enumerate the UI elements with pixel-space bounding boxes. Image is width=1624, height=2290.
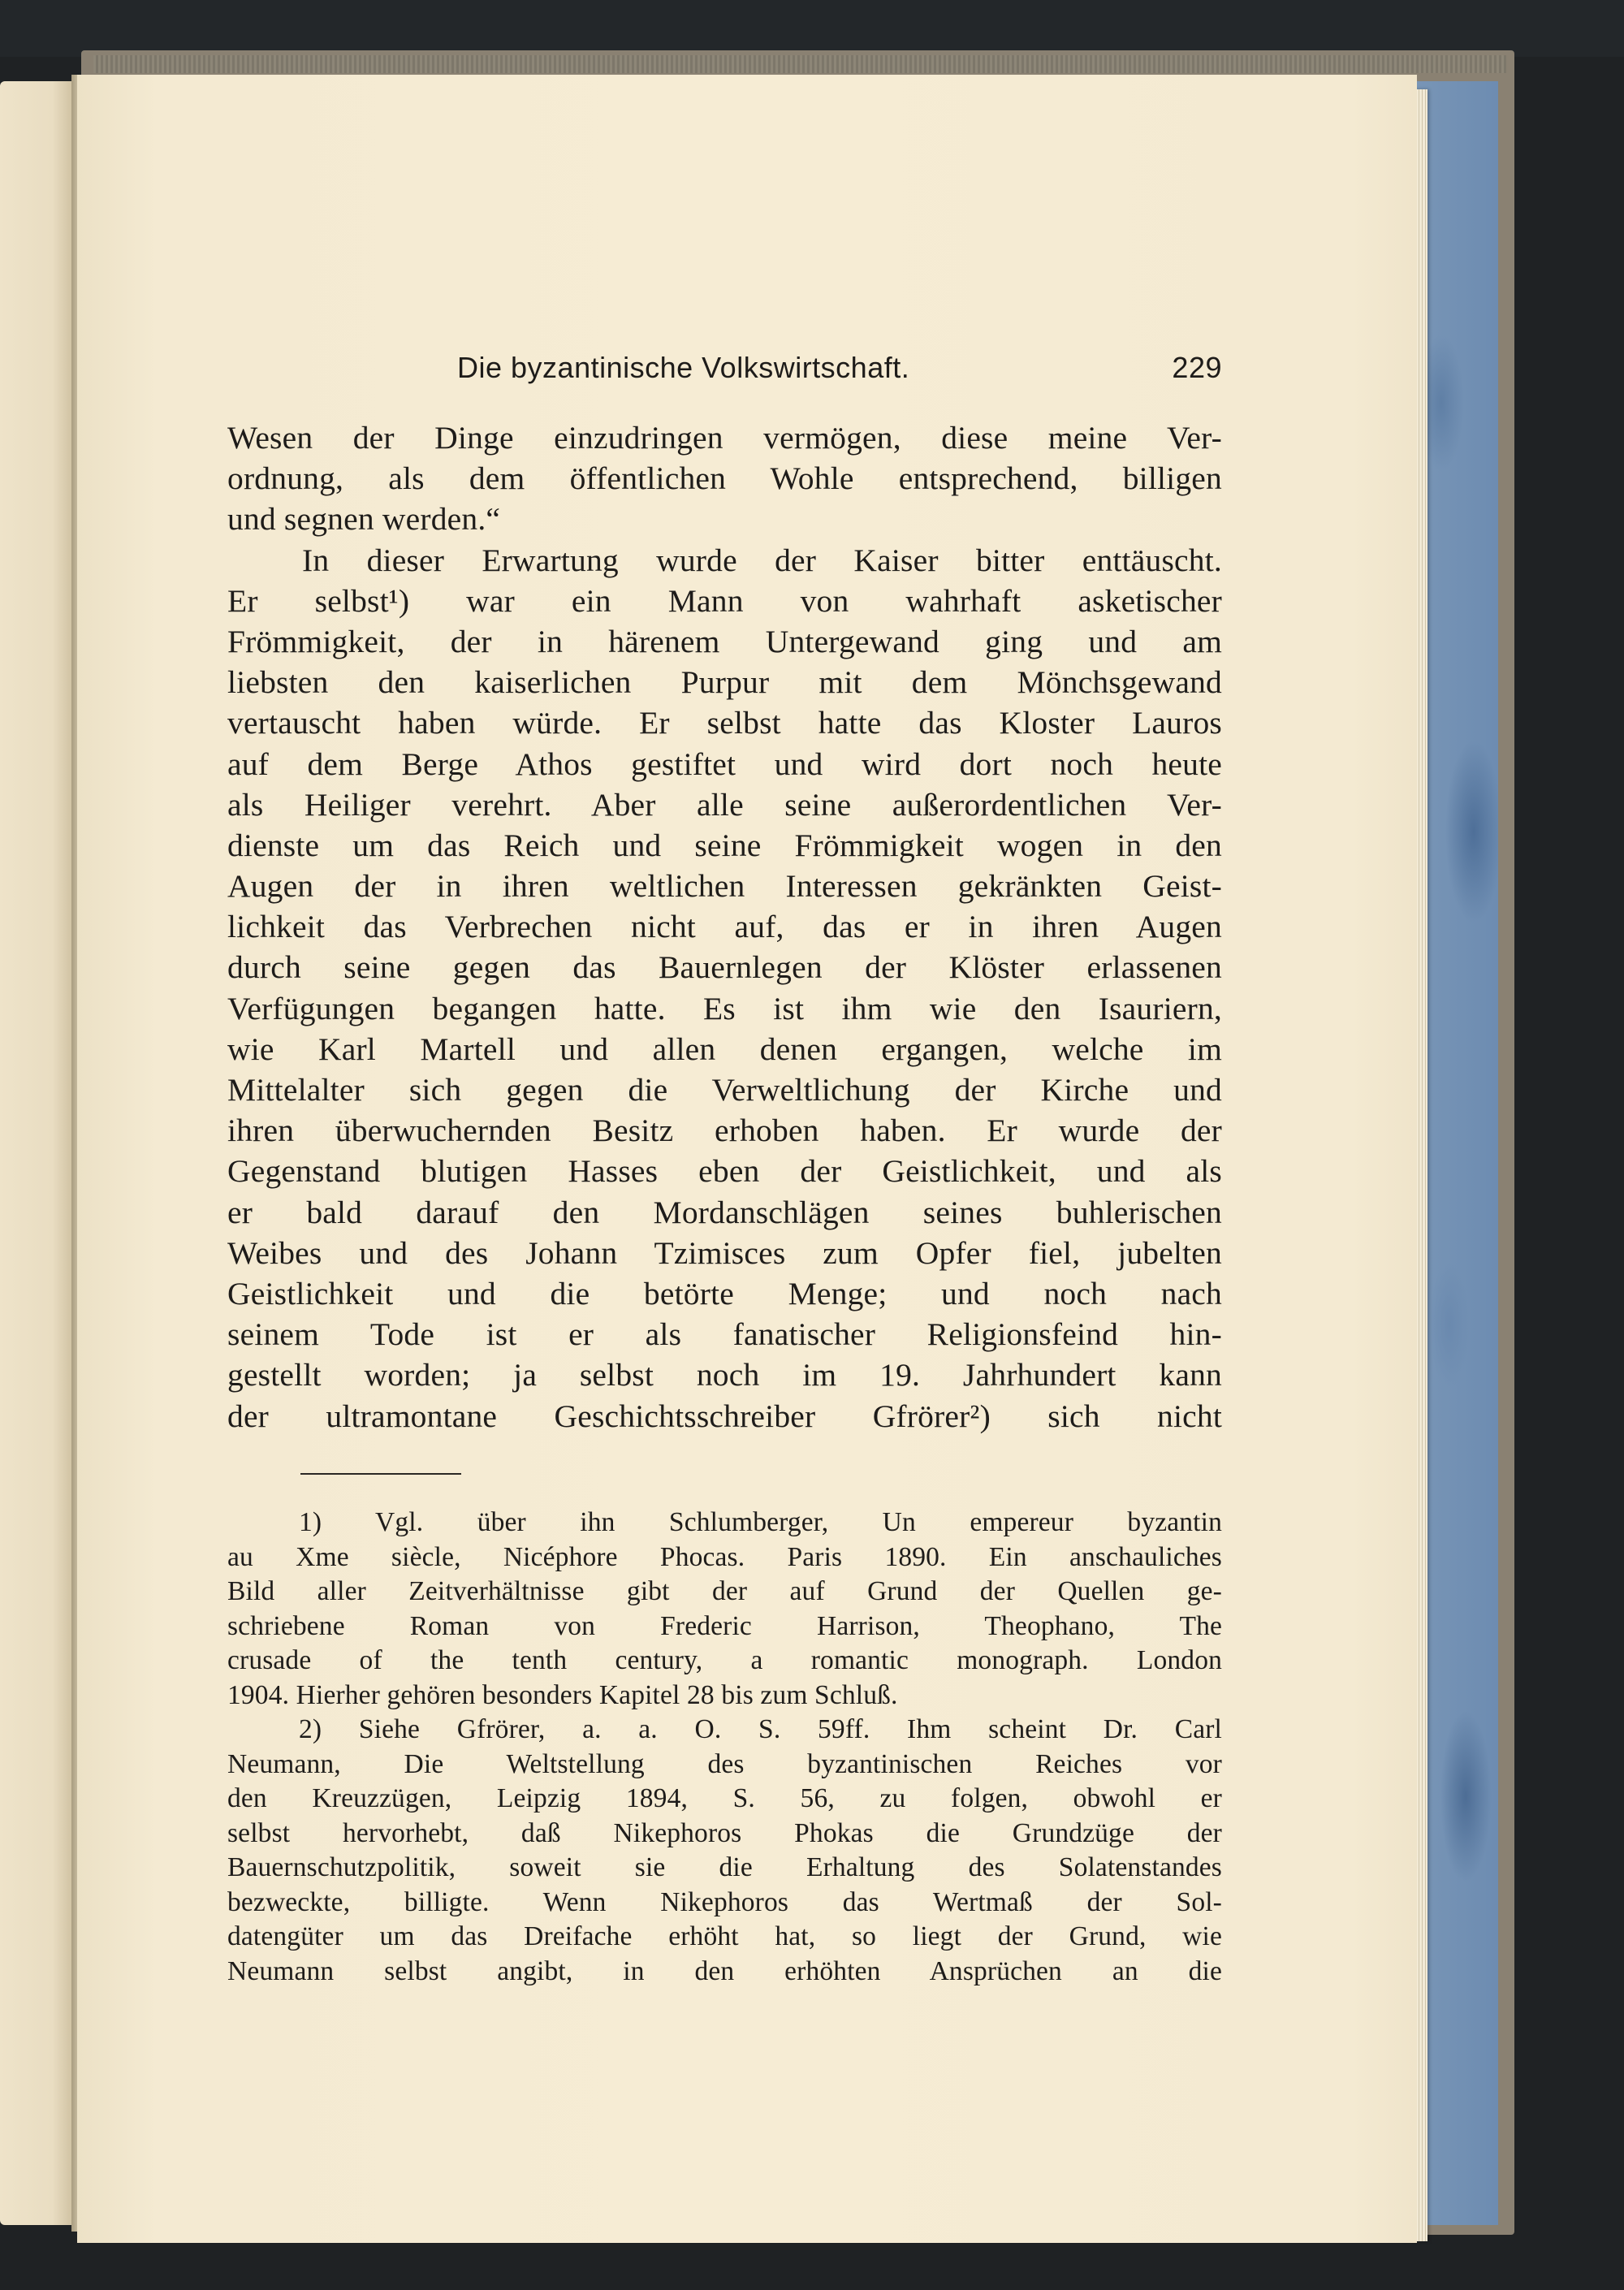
footnote-line: datengüter um das Dreifache erhöht hat, so liegt der Grund, wie: [227, 1921, 1222, 1951]
body-line: ordnung, als dem öffentlichen Wohle entsprechend, billigen: [227, 460, 1222, 497]
body-line: Er selbst¹) war ein Mann von wahrhaft asketischer: [227, 582, 1222, 619]
book-page: [77, 75, 1417, 2243]
body-line: Weibes und des Johann Tzimisces zum Opfer fiel, jubelten: [227, 1234, 1222, 1271]
body-line: Mittelalter sich gegen die Verweltlichung der Kirche und: [227, 1072, 1222, 1108]
body-line: auf dem Berge Athos gestiftet und wird dort noch heute: [227, 745, 1222, 782]
book-cover-edge: [93, 55, 1506, 73]
body-line: er bald darauf den Mordanschlägen seines buhlerischen: [227, 1194, 1222, 1230]
running-head: [227, 351, 1222, 391]
body-line: Gegenstand blutigen Hasses eben der Geistlichkeit, und als: [227, 1153, 1222, 1190]
body-line: Frömmigkeit, der in härenem Untergewand ging und am: [227, 623, 1222, 659]
body-line: gestellt worden; ja selbst noch im 19. Jahrhundert kann: [227, 1357, 1222, 1393]
background-band: [0, 0, 1624, 57]
page-number: 229: [1172, 351, 1222, 384]
footnote-line: bezweckte, billigte. Wenn Nikephoros das Wertmaß der Sol-: [227, 1886, 1222, 1917]
running-head-title: Die byzantinische Volkswirtschaft.: [457, 351, 910, 384]
body-line: seinem Tode ist er als fanatischer Religionsfeind hin-: [227, 1316, 1222, 1353]
body-line: als Heiliger verehrt. Aber alle seine außerordentlichen Ver-: [227, 786, 1222, 823]
footnote-line: 2) Siehe Gfrörer, a. a. O. S. 59ff. Ihm scheint Dr. Carl: [299, 1714, 1222, 1744]
body-line: lichkeit das Verbrechen nicht auf, das er in ihren Augen: [227, 909, 1222, 945]
body-line: durch seine gegen das Bauernlegen der Klöster erlassenen: [227, 949, 1222, 986]
body-line: Geistlichkeit und die betörte Menge; und noch nach: [227, 1275, 1222, 1311]
body-line: Wesen der Dinge einzudringen vermögen, diese meine Ver-: [227, 420, 1222, 456]
footnote-line: Neumann selbst angibt, in den erhöhten Ansprüchen an die: [227, 1955, 1222, 1986]
footnote-line: 1904. Hierher gehören besonders Kapitel 28 bis zum Schluß.: [227, 1679, 898, 1710]
body-line: liebsten den kaiserlichen Purpur mit dem Mönchsgewand: [227, 664, 1222, 701]
body-line: der ultramontane Geschichtsschreiber Gfrörer²) sich nicht: [227, 1398, 1222, 1434]
footnote-line: au Xme siècle, Nicéphore Phocas. Paris 1890. Ein anschauliches: [227, 1541, 1222, 1572]
left-page: [0, 81, 75, 2225]
body-text: [227, 417, 1222, 1437]
body-line: Augen der in ihren weltlichen Interessen gekränkten Geist-: [227, 868, 1222, 905]
footnote-line: selbst hervorhebt, daß Nikephoros Phokas die Grundzüge der: [227, 1817, 1222, 1848]
footnote-line: Bild aller Zeitverhältnisse gibt der auf Grund der Quellen ge-: [227, 1576, 1222, 1606]
footnote-line: schriebene Roman von Frederic Harrison, Theophano, The: [227, 1610, 1222, 1641]
body-line: ihren überwuchernden Besitz erhoben haben. Er wurde der: [227, 1113, 1222, 1149]
body-line: und segnen werden.“: [227, 501, 501, 538]
body-line: In dieser Erwartung wurde der Kaiser bitter enttäuscht.: [302, 542, 1222, 578]
marbled-endpaper: [1417, 81, 1498, 2225]
footnote-line: den Kreuzzügen, Leipzig 1894, S. 56, zu folgen, obwohl er: [227, 1783, 1222, 1813]
footnote-line: crusade of the tenth century, a romantic monograph. London: [227, 1645, 1222, 1675]
footnote-line: 1) Vgl. über ihn Schlumberger, Un empereur byzantin: [299, 1507, 1222, 1537]
body-line: Verfügungen begangen hatte. Es ist ihm wie den Isauriern,: [227, 990, 1222, 1026]
footnote-line: Bauernschutzpolitik, soweit sie die Erhaltung des Solatenstandes: [227, 1852, 1222, 1882]
footnote-line: Neumann, Die Weltstellung des byzantinischen Reiches vor: [227, 1748, 1222, 1779]
footnotes: [227, 1506, 1222, 1989]
body-line: dienste um das Reich und seine Frömmigkeit wogen in den: [227, 827, 1222, 863]
body-line: wie Karl Martell und allen denen ergangen, welche im: [227, 1030, 1222, 1067]
body-line: vertauscht haben würde. Er selbst hatte das Kloster Lauros: [227, 705, 1222, 741]
footnote-rule: [300, 1473, 461, 1475]
